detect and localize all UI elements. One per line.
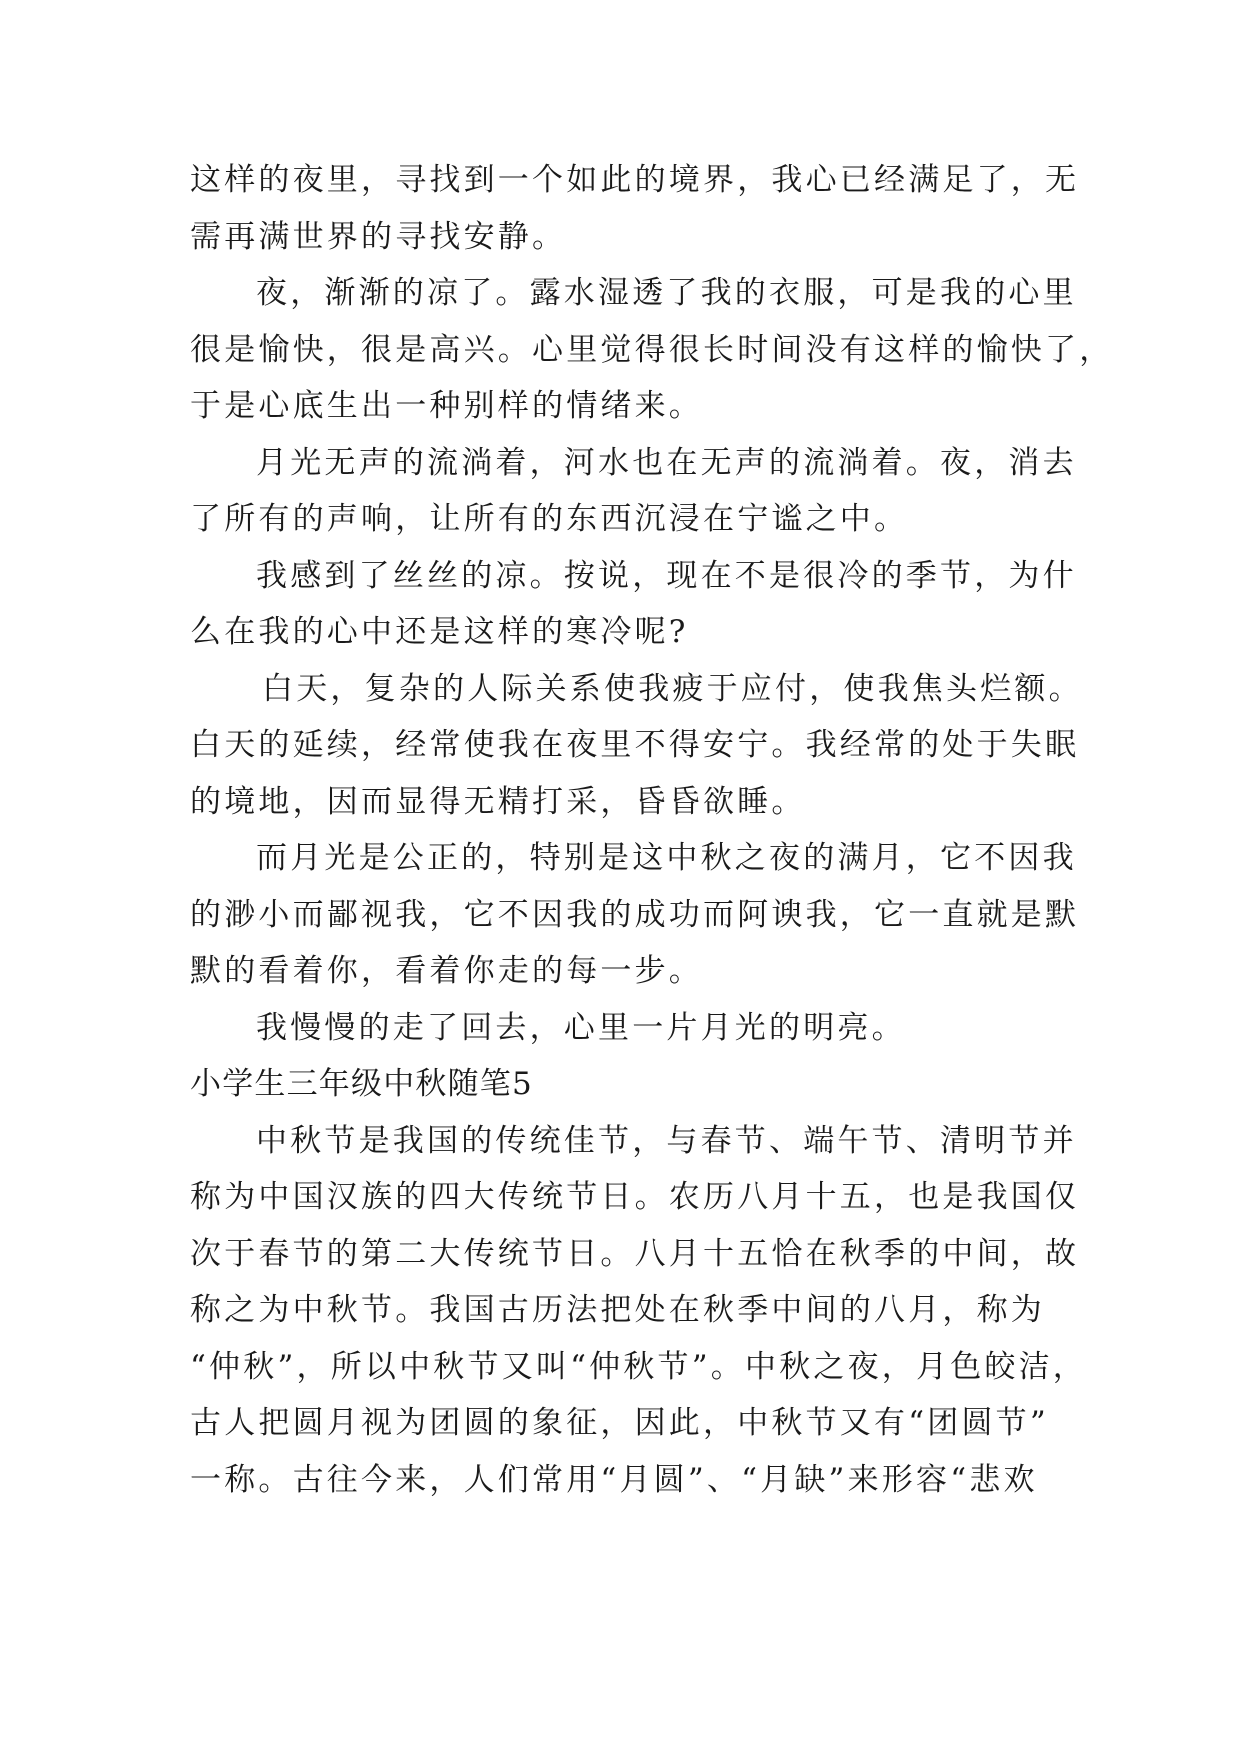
paragraph-moonlight-flow xyxy=(190,435,1077,548)
paragraph-night-cool xyxy=(190,265,1114,435)
paragraph-moonlight-fair xyxy=(190,830,1080,1000)
text-line: 我慢慢的走了回去，心里一片月光的明亮。 xyxy=(256,1009,906,1046)
text-line: 么在我的心中还是这样的寒冷呢? xyxy=(190,614,689,650)
text-line: 于是心底生出一种别样的情绪来。 xyxy=(190,388,703,424)
text-line: 称之为中秋节。我国古历法把处在秋季中间的八月，称为 xyxy=(190,1292,1045,1328)
text-line: 次于春节的第二大传统节日。八月十五恰在秋季的中间，故 xyxy=(190,1235,1080,1272)
text-line: 夜，渐渐的凉了。露水湿透了我的衣服，可是我的心里 xyxy=(256,275,1077,311)
text-line: 我感到了丝丝的凉。按说，现在不是很冷的季节，为什 xyxy=(256,557,1077,594)
text-line: 一称。古往今来，人们常用“月圆”、“月缺”来形容“悲欢 xyxy=(190,1461,1038,1498)
paragraph-return xyxy=(190,1000,1050,1057)
paragraph-cold xyxy=(190,548,1077,661)
text-line: 称为中国汉族的四大传统节日。农历八月十五，也是我国仅 xyxy=(190,1179,1080,1215)
text-line: 而月光是公正的，特别是这中秋之夜的满月，它不因我 xyxy=(256,840,1077,876)
paragraph-mid-autumn-intro xyxy=(190,1113,1087,1509)
document-page xyxy=(190,152,1114,1508)
section-title: 小学生三年级中秋随笔5 xyxy=(190,1066,533,1102)
paragraph-continued xyxy=(190,152,1080,265)
text-line: 默的看着你，看着你走的每一步。 xyxy=(190,953,703,989)
text-line: 了所有的声响，让所有的东西沉浸在宁谧之中。 xyxy=(190,501,909,537)
text-line: “仲秋”，所以中秋节又叫“仲秋节”。中秋之夜，月色皎洁， xyxy=(190,1348,1087,1385)
text-line: 中秋节是我国的传统佳节，与春节、端午节、清明节并 xyxy=(256,1122,1077,1159)
text-line: 这样的夜里，寻找到一个如此的境界，我心已经满足了，无 xyxy=(190,162,1080,198)
text-line: 古人把圆月视为团圆的象征，因此，中秋节又有“团圆节” xyxy=(190,1405,1049,1441)
text-line: 的境地，因而显得无精打采，昏昏欲睡。 xyxy=(190,783,806,820)
text-line: 很是愉快，很是高兴。心里觉得很长时间没有这样的愉快了， xyxy=(190,331,1114,368)
text-line: 白天的延续，经常使我在夜里不得安宁。我经常的处于失眠 xyxy=(190,727,1080,763)
text-line: 需再满世界的寻找安静。 xyxy=(190,218,567,255)
text-line: 白天，复杂的人际关系使我疲于应付，使我焦头烂额。 xyxy=(262,670,1083,707)
paragraph-daytime xyxy=(190,661,1083,831)
text-line: 月光无声的流淌着，河水也在无声的流淌着。夜，消去 xyxy=(256,444,1077,481)
text-line: 的渺小而鄙视我，它不因我的成功而阿谀我，它一直就是默 xyxy=(190,896,1080,933)
